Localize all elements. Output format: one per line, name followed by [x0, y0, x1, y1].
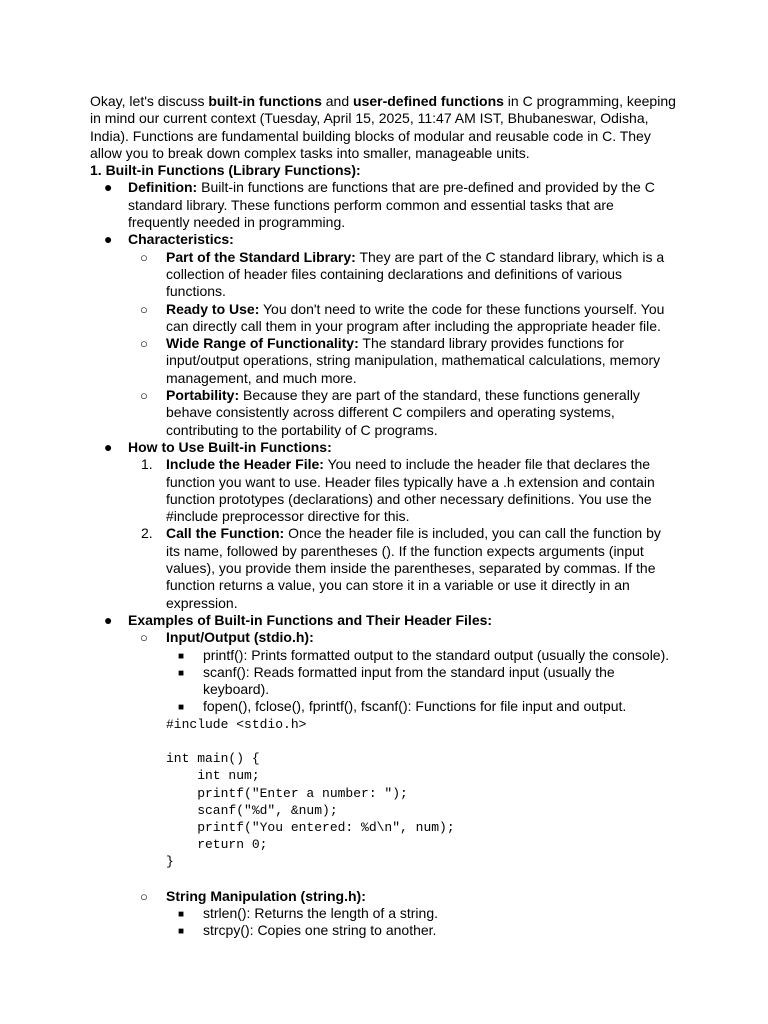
intro-paragraph [90, 93, 678, 162]
document-body [90, 93, 678, 939]
bullet-marker: ○ [140, 630, 148, 646]
section-heading-text: 1. Built-in Functions (Library Functions): [90, 162, 361, 179]
bullet-marker: ■ [178, 650, 185, 662]
numbered-step-1 [90, 456, 678, 525]
intro-text-3: in C programming, keeping in mind our current context (Tuesday, April 15, 2025, 11:47 AM IST, Bhubaneswar, Odisha, India). Functions are fundamental building blocks of modular and reusable code in C. They allow you to break down complex tasks into smaller, manageable units. [90, 93, 676, 161]
char-label: Part of the Standard Library: [166, 248, 356, 265]
step-number: 1. [141, 456, 153, 473]
bullet-marker: ■ [178, 908, 185, 920]
io-item-text: scanf(): Reads formatted input from the standard input (usually the keyboard). [203, 663, 615, 698]
code-block: #include <stdio.h> int main() { int num; printf("Enter a number: "); scanf("%d", &num); printf("You entered: %d\n", num); return 0; } [166, 716, 455, 870]
list-item-how-to [90, 439, 678, 456]
intro-bold-2: user-defined functions [353, 93, 504, 109]
bullet-marker: ○ [140, 336, 148, 352]
list-item-string-2 [90, 922, 678, 939]
bullet-marker: ○ [140, 888, 148, 904]
char-label: Wide Range of Functionality: [166, 335, 359, 352]
io-item-text: fopen(), fclose(), fprintf(), fscanf(): Functions for file input and output. [203, 698, 627, 715]
how-to-label: How to Use Built-in Functions: [128, 438, 332, 455]
char-label: Ready to Use: [166, 300, 260, 317]
char-text: They are part of the C standard library, which is a collection of header files containing declarations and definitions of various functions. [166, 248, 665, 300]
list-item-string [90, 888, 678, 905]
list-item-string-1 [90, 905, 678, 922]
spacer [90, 871, 678, 888]
io-item-text: printf(): Prints formatted output to the standard output (usually the console). [203, 646, 670, 663]
string-item-text: strlen(): Returns the length of a string. [203, 904, 438, 921]
intro-text-1: Okay, let's discuss [90, 93, 209, 109]
list-item-char-4 [90, 387, 678, 439]
bullet-marker: ○ [140, 388, 148, 404]
list-item-characteristics [90, 231, 678, 248]
char-text: You don't need to write the code for these functions yourself. You can directly call them in your program after including the appropriate header file. [166, 300, 665, 334]
char-text: Because they are part of the standard, these functions generally behave consistently across different C compilers and operating systems, contributing to the portability of C programs. [166, 387, 640, 438]
list-item-definition [90, 179, 678, 231]
bullet-marker: ● [104, 438, 113, 455]
definition-label: Definition: [128, 179, 198, 196]
bullet-marker: ■ [178, 702, 185, 714]
step-number: 2. [141, 525, 153, 542]
step-label: Include the Header File: [166, 456, 324, 473]
bullet-marker: ■ [178, 667, 185, 679]
io-label: Input/Output (stdio.h): [166, 629, 314, 646]
list-item-char-3 [90, 335, 678, 387]
char-text: The standard library provides functions for input/output operations, string manipulation, mathematical calculations, memory management, and much more. [166, 335, 661, 386]
string-item-text: strcpy(): Copies one string to another. [203, 922, 437, 939]
list-item-examples [90, 612, 678, 629]
characteristics-label: Characteristics: [128, 231, 234, 248]
numbered-step-2 [90, 525, 678, 611]
bullet-marker: ● [104, 179, 113, 196]
list-item-io-1 [90, 647, 678, 664]
bullet-marker: ● [104, 611, 113, 628]
char-label: Portability: [166, 387, 240, 404]
bullet-marker: ○ [140, 301, 148, 317]
list-item-char-1 [90, 249, 678, 301]
bullet-marker: ○ [140, 249, 148, 265]
bullet-marker: ● [104, 231, 113, 248]
definition-text: Built-in functions are functions that are pre-defined and provided by the C standard library. These functions perform common and essential tasks that are frequently needed in programming. [128, 179, 655, 231]
list-item-io [90, 629, 678, 646]
step-label: Call the Function: [166, 525, 285, 542]
string-label: String Manipulation (string.h): [166, 887, 366, 904]
intro-bold-1: built-in functions [208, 93, 322, 109]
examples-label: Examples of Built-in Functions and Their Header Files: [128, 611, 493, 628]
bullet-marker: ■ [178, 926, 185, 938]
list-item-char-2 [90, 301, 678, 336]
list-item-io-3 [90, 698, 678, 715]
step-text: Once the header file is included, you can call the function by its name, followed by parentheses (). If the function expects arguments (input values), you provide them inside the parentheses, separated by commas. If the function returns a value, you can store it in a variable or use it directly in an expression. [166, 525, 661, 611]
step-text: You need to include the header file that declares the function you want to use. Header files typically have a .h extension and contain function prototypes (declarations) and other necessary definitions. You use the #include preprocessor directive for this. [166, 456, 655, 525]
list-item-io-2 [90, 664, 678, 699]
section-heading [90, 162, 678, 179]
intro-text-2: and [321, 93, 354, 109]
